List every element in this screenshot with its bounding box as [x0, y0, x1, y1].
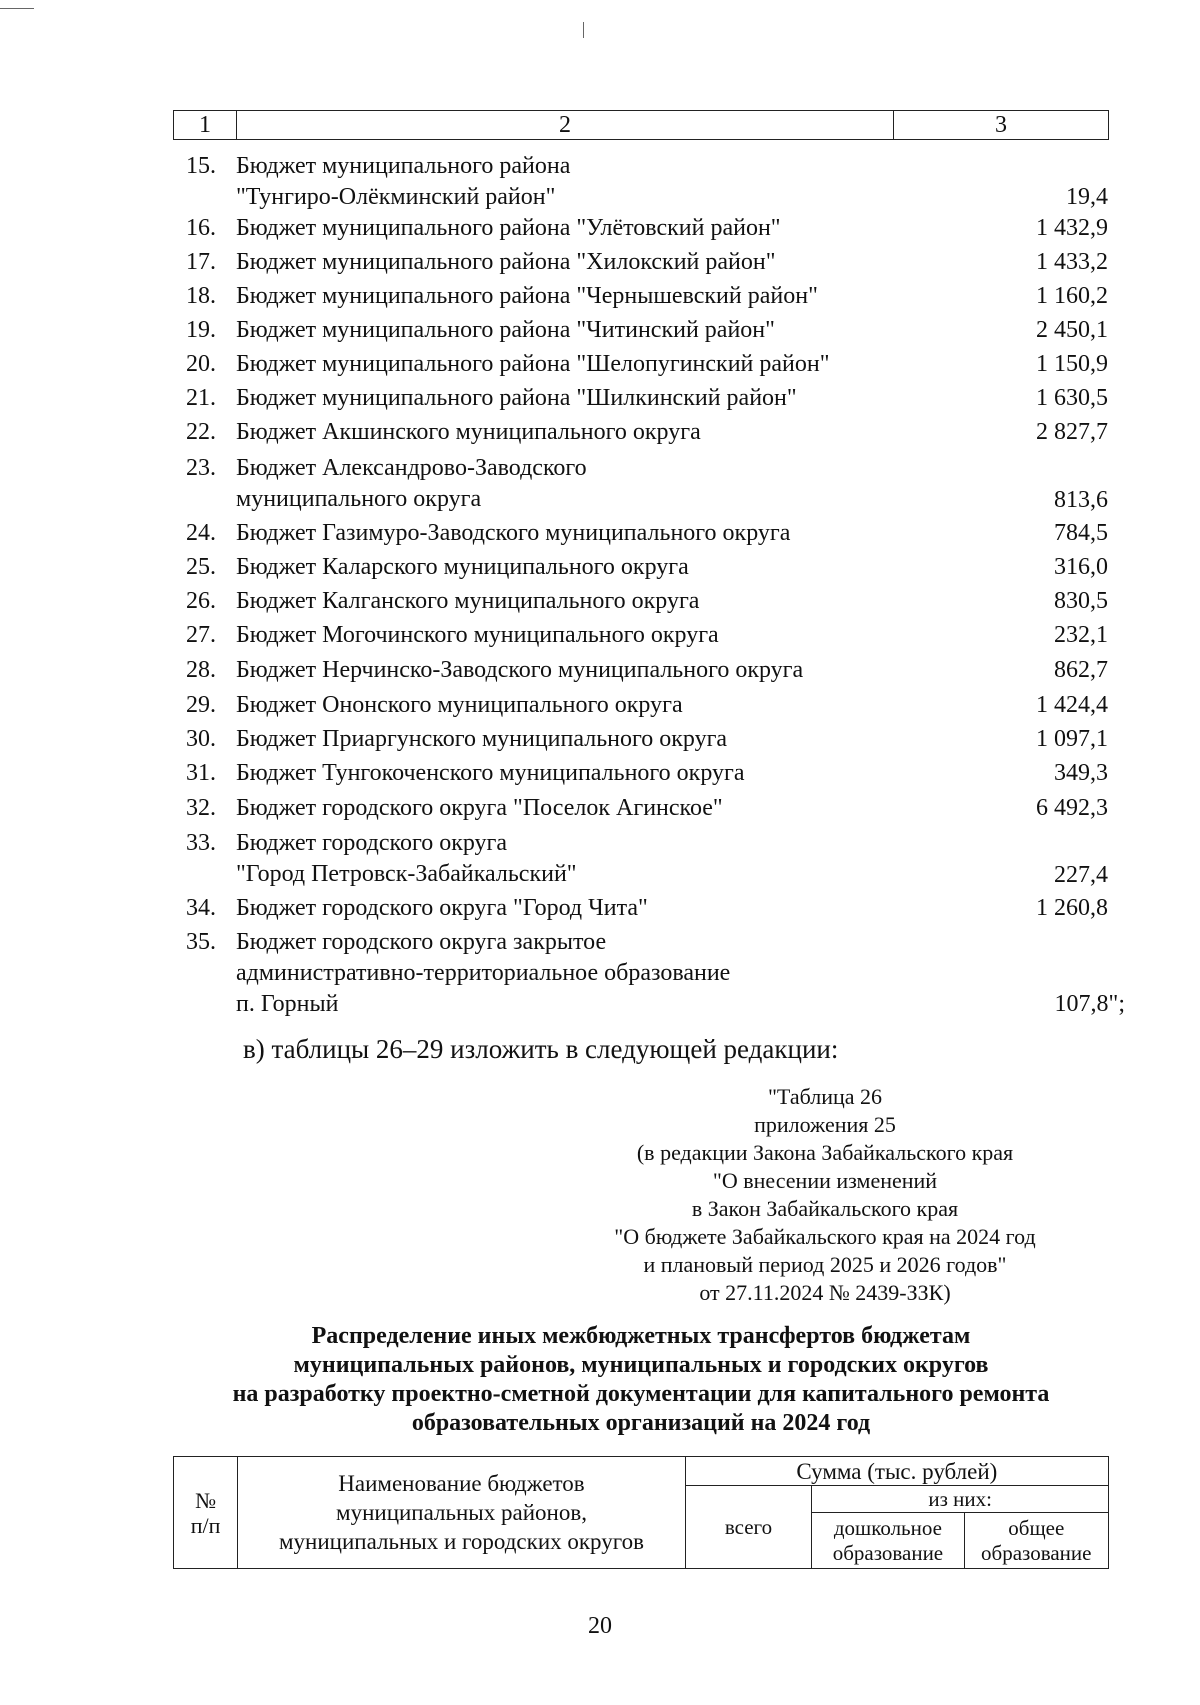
- header-num: № п/п: [174, 1457, 238, 1569]
- item-number: 32.: [186, 795, 216, 821]
- item-value: 2 450,1: [1036, 317, 1108, 343]
- item-value: 1 150,9: [1036, 351, 1108, 377]
- item-value: 862,7: [1054, 657, 1108, 683]
- table-caption: [560, 1083, 1090, 1307]
- item-name: Бюджет Каларского муниципального округа: [236, 554, 689, 580]
- item-name: Бюджет городского округа "Город Чита": [236, 895, 648, 921]
- caption-line: "О бюджете Забайкальского края на 2024 год: [614, 1224, 1036, 1249]
- item-value: 227,4: [1054, 862, 1108, 888]
- item-number: 22.: [186, 419, 216, 445]
- item-value: 6 492,3: [1036, 795, 1108, 821]
- title-line: Распределение иных межбюджетных трансфертов бюджетам: [311, 1323, 971, 1349]
- header-preschool: дошкольное образование: [812, 1513, 964, 1569]
- item-name: Бюджет городского округа "Город Петровск-Забайкальский": [236, 830, 577, 887]
- item-name: Бюджет муниципального района "Улётовский район": [236, 215, 781, 241]
- header-total: всего: [685, 1486, 812, 1569]
- item-name: Бюджет муниципального района "Чернышевский район": [236, 283, 818, 309]
- item-number: 33.: [186, 830, 216, 856]
- item-value: 2 827,7: [1036, 419, 1108, 445]
- item-number: 35.: [186, 929, 216, 955]
- item-number: 34.: [186, 895, 216, 921]
- item-value: 19,4: [1066, 184, 1108, 210]
- item-value: 232,1: [1054, 622, 1108, 648]
- header-general: общее образование: [964, 1513, 1108, 1569]
- item-name: Бюджет муниципального района "Тунгиро-Олёкминский район": [236, 153, 571, 210]
- item-number: 24.: [186, 520, 216, 546]
- item-number: 26.: [186, 588, 216, 614]
- caption-line: в Закон Забайкальского края: [691, 1196, 959, 1221]
- item-name: Бюджет муниципального района "Шилкинский район": [236, 385, 797, 411]
- column-header-2: 2: [237, 111, 894, 140]
- item-name: Бюджет городского округа "Поселок Агинское": [236, 795, 723, 821]
- item-number: 29.: [186, 692, 216, 718]
- title-line: на разработку проектно-сметной документации для капитального ремонта: [232, 1381, 1050, 1407]
- item-value: 349,3: [1054, 760, 1108, 786]
- item-value: 830,5: [1054, 588, 1108, 614]
- item-value: 1 432,9: [1036, 215, 1108, 241]
- scan-mark: [0, 8, 34, 9]
- section-title: [173, 1322, 1109, 1438]
- item-number: 18.: [186, 283, 216, 309]
- item-value: 1 630,5: [1036, 385, 1108, 411]
- transfers-table-header: [173, 1456, 1109, 1569]
- item-name: Бюджет Тунгокоченского муниципального округа: [236, 760, 745, 786]
- item-value: 1 097,1: [1036, 726, 1108, 752]
- item-number: 27.: [186, 622, 216, 648]
- header-name: Наименование бюджетов муниципальных районов, муниципальных и городских округов: [238, 1457, 685, 1569]
- caption-line: приложения 25: [754, 1112, 896, 1137]
- item-value: 813,6: [1054, 487, 1108, 513]
- item-number: 17.: [186, 249, 216, 275]
- instruction-text: в) таблицы 26–29 изложить в следующей редакции:: [243, 1034, 839, 1064]
- item-number: 30.: [186, 726, 216, 752]
- caption-line: "Таблица 26: [767, 1084, 883, 1109]
- item-number: 15.: [186, 153, 216, 179]
- item-name: Бюджет Газимуро-Заводского муниципального округа: [236, 520, 791, 546]
- caption-line: "О внесении изменений: [712, 1168, 938, 1193]
- item-name: Бюджет муниципального района "Хилокский район": [236, 249, 776, 275]
- item-value: 107,8";: [1054, 991, 1125, 1017]
- item-value: 316,0: [1054, 554, 1108, 580]
- title-line: образовательных организаций на 2024 год: [411, 1410, 871, 1436]
- item-name: Бюджет Приаргунского муниципального округа: [236, 726, 728, 752]
- item-value: 1 160,2: [1036, 283, 1108, 309]
- caption-line: от 27.11.2024 № 2439-ЗЗК): [699, 1280, 951, 1305]
- header-sum: Сумма (тыс. рублей): [685, 1457, 1108, 1486]
- item-number: 31.: [186, 760, 216, 786]
- item-name: Бюджет Ононского муниципального округа: [236, 692, 683, 718]
- column-header-1: 1: [174, 111, 237, 140]
- page-number: 20: [588, 1613, 612, 1639]
- item-name: Бюджет городского округа закрытое административно-территориальное образование п. Горный: [236, 929, 731, 1017]
- item-number: 23.: [186, 455, 216, 481]
- item-name: Бюджет Нерчинско-Заводского муниципального округа: [236, 657, 804, 683]
- item-number: 21.: [186, 385, 216, 411]
- item-name: Бюджет Александрово-Заводского муниципального округа: [236, 455, 587, 512]
- item-name: Бюджет Акшинского муниципального округа: [236, 419, 701, 445]
- continuation-header-table: [173, 110, 1109, 140]
- title-line: муниципальных районов, муниципальных и городских округов: [293, 1352, 989, 1378]
- item-value: 1 260,8: [1036, 895, 1108, 921]
- item-name: Бюджет муниципального района "Шелопугинский район": [236, 351, 830, 377]
- item-name: Бюджет Калганского муниципального округа: [236, 588, 700, 614]
- item-number: 19.: [186, 317, 216, 343]
- item-number: 25.: [186, 554, 216, 580]
- item-value: 1 424,4: [1036, 692, 1108, 718]
- item-name: Бюджет муниципального района "Читинский район": [236, 317, 775, 343]
- item-number: 20.: [186, 351, 216, 377]
- item-name: Бюджет Могочинского муниципального округа: [236, 622, 719, 648]
- item-value: 784,5: [1054, 520, 1108, 546]
- item-number: 16.: [186, 215, 216, 241]
- header-of-which: из них:: [812, 1486, 1109, 1513]
- item-number: 28.: [186, 657, 216, 683]
- caption-line: и плановый период 2025 и 2026 годов": [643, 1252, 1007, 1277]
- item-value: 1 433,2: [1036, 249, 1108, 275]
- scan-mark: [583, 22, 584, 38]
- column-header-3: 3: [894, 111, 1109, 140]
- caption-line: (в редакции Закона Забайкальского края: [636, 1140, 1014, 1165]
